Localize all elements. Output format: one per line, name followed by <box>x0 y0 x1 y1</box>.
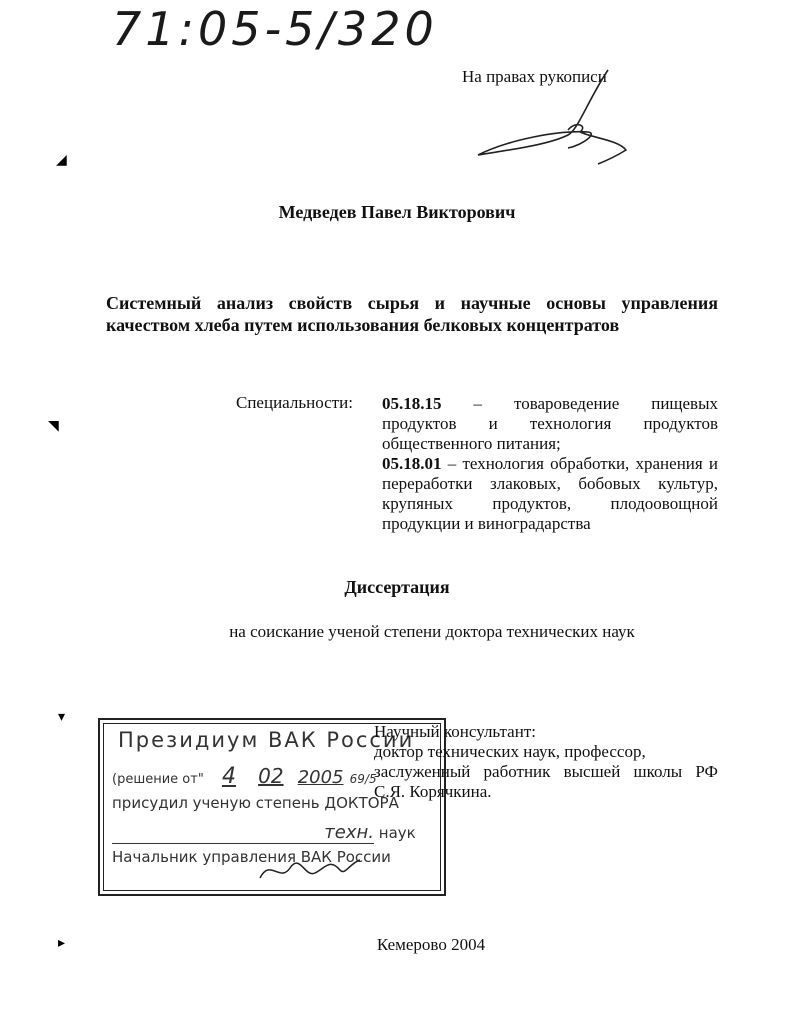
stamp-line: Начальник управления ВАК России <box>112 848 391 866</box>
title-line: Системный анализ свойств сырья и научные основы управления <box>106 293 718 313</box>
stamp-field: техн. <box>112 822 374 844</box>
stamp-line <box>112 764 377 789</box>
specialty-dash: – <box>447 454 457 473</box>
manuscript-rights: На правах рукописи <box>462 67 607 86</box>
consultant-line: С.Я. Корячкина. <box>374 782 492 801</box>
specialty-code: 05.18.15 <box>382 394 442 413</box>
stamp-signature <box>250 848 380 892</box>
stamp-text: (решение от" <box>112 772 204 787</box>
specialty-text: крупяных продуктов, плодоовощной <box>382 494 718 513</box>
city-year: Кемерово 2004 <box>376 935 486 954</box>
consultant-line: заслуженный работник высшей школы РФ <box>374 762 718 781</box>
specialty-entry <box>382 454 718 534</box>
specialty-text: продуктов и технология продуктов <box>382 414 718 433</box>
specialty-dash: – <box>473 394 482 413</box>
consultant-block <box>374 742 718 802</box>
margin-mark: ◢ <box>56 153 67 168</box>
specialty-text: технология обработки, хранения и <box>462 454 719 473</box>
stamp-line: присудил ученую степень ДОКТОРА <box>112 794 399 812</box>
consultant-line: доктор технических наук, профессор, <box>374 742 646 761</box>
specialty-entry <box>382 394 718 454</box>
specialty-text: товароведение пищевых <box>514 394 719 413</box>
catalog-number: 71:05-5/320 <box>112 2 438 56</box>
stamp-line: Президиум ВАК России <box>118 728 415 752</box>
stamp-month: 02 <box>258 764 284 788</box>
author-name: Медведев Павел Викторович <box>278 202 516 222</box>
specialty-text: переработки злаковых, бобовых культур, <box>382 474 718 493</box>
stamp-text: наук <box>378 824 416 842</box>
degree-line: на соискание ученой степени доктора технических наук <box>229 622 635 641</box>
margin-mark: ▾ <box>58 710 66 725</box>
specialty-text: продукции и виноградарства <box>382 514 591 533</box>
consultant-label: Научный консультант: <box>374 722 536 741</box>
stamp-number: 69/5 <box>349 772 377 786</box>
dissertation-title <box>106 292 718 336</box>
specialty-code: 05.18.01 <box>382 454 442 473</box>
stamp-day: 4 <box>221 764 236 789</box>
title-line: качеством хлеба путем использования белковых концентратов <box>106 315 620 335</box>
doc-type: Диссертация <box>344 577 450 597</box>
margin-mark: ◥ <box>48 419 59 434</box>
stamp-year: 2005 <box>297 767 344 788</box>
specialty-text: общественного питания; <box>382 434 561 453</box>
stamp-line <box>112 822 432 844</box>
specialties-label: Специальности: <box>236 393 353 412</box>
author-signature <box>468 60 638 170</box>
margin-mark: ▸ <box>58 936 66 951</box>
